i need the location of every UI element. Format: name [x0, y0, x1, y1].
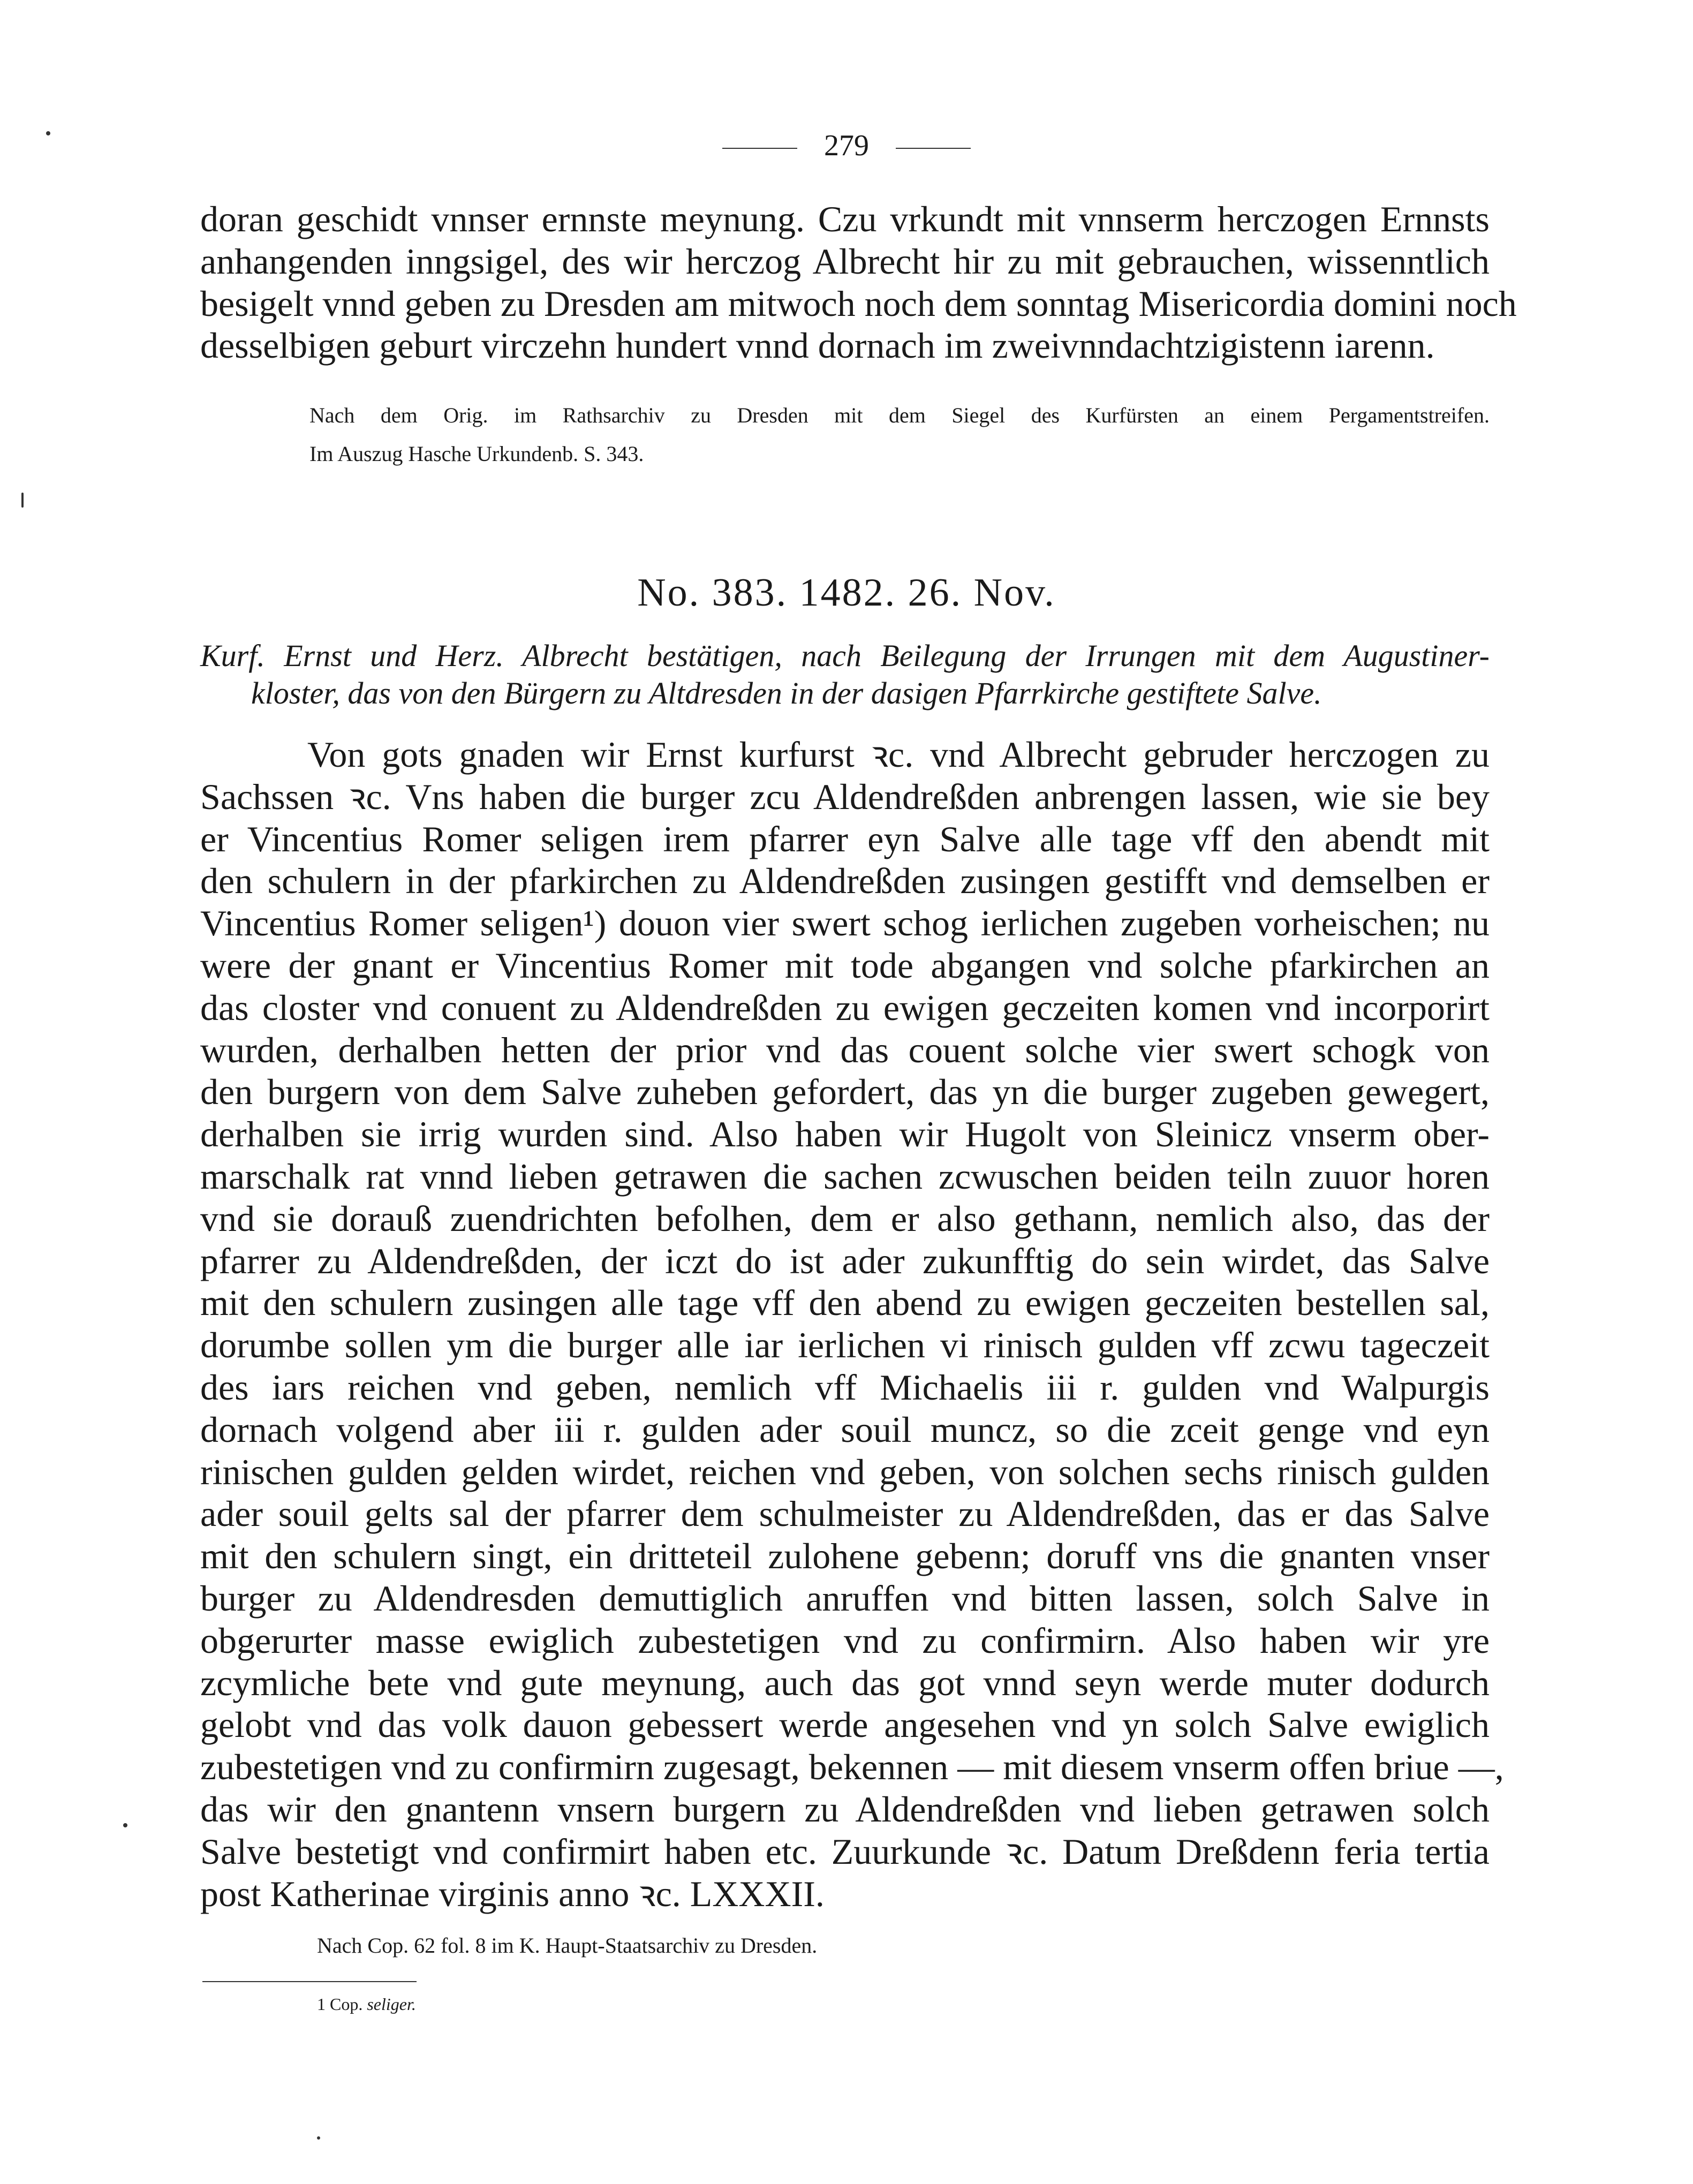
- main-text-line: were der gnant er Vincentius Romer mit tode abgangen vnd solche pfarkirchen an: [200, 944, 1490, 986]
- summary-line: kloster, das von den Bürgern zu Altdresden in der dasigen Pfarrkirche gestiftete Salve.: [251, 676, 1322, 711]
- main-text-line: mit den schulern zusingen alle tage vff den abend zu ewigen geczeiten bestellen sal,: [200, 1282, 1490, 1324]
- main-text: [200, 734, 1504, 1915]
- main-text-line: zcymliche bete vnd gute meynung, auch das got vnnd seyn werde muter dodurch: [200, 1662, 1490, 1703]
- main-text-line: derhalben sie irrig wurden sind. Also haben wir Hugolt von Sleinicz vnserm ober-: [200, 1114, 1490, 1155]
- main-text-line: marschalk rat vnnd lieben getrawen die sachen zcwuschen beiden teiln zuuor horen: [200, 1155, 1490, 1197]
- main-text-line: er Vincentius Romer seligen irem pfarrer eyn Salve alle tage vff den abendt mit: [200, 818, 1490, 859]
- main-text-line: den schulern in der pfarkirchen zu Aldendreßden zusingen gestifft vnd demselben er: [200, 860, 1490, 902]
- document-summary: [200, 637, 1490, 712]
- main-text-line: pfarrer zu Aldendreßden, der iczt do ist ader zukunfftig do sein wirdet, das Salve: [200, 1240, 1490, 1281]
- main-text-line: Von gots gnaden wir Ernst kurfurst ꝛc. vnd Albrecht gebruder herczogen zu: [307, 734, 1490, 775]
- footnote-divider: [202, 1981, 417, 1982]
- main-text-line: obgerurter masse ewiglich zubestetigen vnd zu confirmirn. Also haben wir yre: [200, 1620, 1490, 1661]
- main-text-line: das closter vnd conuent zu Aldendreßden zu ewigen geczeiten komen vnd incorporirt: [200, 987, 1490, 1028]
- top-paragraph: [200, 198, 1517, 367]
- main-text-line: gelobt vnd das volk dauon gebessert werde angesehen vnd yn solch Salve ewiglich: [200, 1704, 1490, 1745]
- main-text-line: vnd sie dorauß zuendrichten befolhen, dem er also gethann, nemlich also, das der: [200, 1198, 1490, 1239]
- scan-speck: [123, 1823, 127, 1827]
- top-paragraph-line: anhangenden inngsigel, des wir herczog Albrecht hir zu mit gebrauchen, wissenntlich: [200, 240, 1490, 282]
- main-text-line: dornach volgend aber iii r. gulden ader souil muncz, so die zceit genge vnd eyn: [200, 1409, 1490, 1450]
- main-text-line: Vincentius Romer seligen¹) douon vier swert schog ierlichen zugeben vorheischen; nu: [200, 903, 1490, 944]
- top-source-note-line: Im Auszug Hasche Urkundenb. S. 343.: [309, 442, 644, 466]
- top-paragraph-line: besigelt vnnd geben zu Dresden am mitwoch noch dem sonntag Misericordia domini noch: [200, 283, 1517, 324]
- top-source-note-line: Nach dem Orig. im Rathsarchiv zu Dresden mit dem Siegel des Kurfürsten an einem Pergamentstreifen.: [309, 403, 1490, 427]
- main-text-line: dorumbe sollen ym die burger alle iar ierlichen vi rinisch gulden vff zcwu tageczeit: [200, 1325, 1490, 1366]
- main-text-line: burger zu Aldendresden demuttiglich anruffen vnd bitten lassen, solch Salve in: [200, 1577, 1490, 1619]
- main-text-line: mit den schulern singt, ein dritteteil zulohene gebenn; doruff vns die gnanten vnser: [200, 1536, 1490, 1577]
- footnote: [317, 1994, 416, 2014]
- main-text-line: Sachssen ꝛc. Vns haben die burger zcu Aldendreßden anbrengen lassen, wie sie bey: [200, 776, 1490, 817]
- main-text-line: Salve bestetigt vnd confirmirt haben etc. Zuurkunde ꝛc. Datum Dreßdenn feria tertia: [200, 1831, 1490, 1872]
- main-text-line: post Katherinae virginis anno ꝛc. LXXXII.: [200, 1873, 825, 1914]
- main-text-line: das wir den gnantenn vnsern burgern zu Aldendreßden vnd lieben getrawen solch: [200, 1788, 1490, 1830]
- page-number-text: 279: [824, 129, 869, 162]
- scan-speck: [46, 131, 50, 135]
- main-text-line: des iars reichen vnd geben, nemlich vff Michaelis iii r. gulden vnd Walpurgis: [200, 1366, 1490, 1408]
- summary-line: Kurf. Ernst und Herz. Albrecht bestätigen, nach Beilegung der Irrungen mit dem Augustiner-: [200, 638, 1490, 673]
- main-text-line: wurden, derhalben hetten der prior vnd das couent solche vier swert schogk von: [200, 1029, 1490, 1070]
- main-text-line: den burgern von dem Salve zuheben gefordert, das yn die burger zugeben gewegert,: [200, 1071, 1490, 1113]
- footnote-text: seliger.: [367, 1994, 416, 2014]
- document-heading: No. 383. 1482. 26. Nov.: [637, 571, 1056, 615]
- bottom-source-note: Nach Cop. 62 fol. 8 im K. Haupt-Staatsarchiv zu Dresden.: [317, 1933, 818, 1958]
- top-paragraph-line: doran geschidt vnnser ernnste meynung. Czu vrkundt mit vnnserm herczogen Ernnsts: [200, 199, 1490, 239]
- page-number-dash-right: [896, 148, 971, 149]
- top-paragraph-line: desselbigen geburt virczehn hundert vnnd dornach im zweivnndachtzigistenn iarenn.: [200, 325, 1435, 366]
- main-text-line: zubestetigen vnd zu confirmirn zugesagt, bekennen — mit diesem vnserm offen briue —,: [200, 1747, 1504, 1788]
- main-text-line: rinischen gulden gelden wirdet, reichen vnd geben, von solchen sechs rinisch gulden: [200, 1451, 1490, 1492]
- footnote-number: 1 Cop.: [317, 1994, 363, 2014]
- main-text-line: ader souil gelts sal der pfarrer dem schulmeister zu Aldendreßden, das er das Salve: [200, 1493, 1490, 1535]
- page-number-dash-left: [722, 148, 797, 149]
- page-number: [0, 129, 1693, 163]
- scan-speck: [317, 2136, 320, 2140]
- scan-speck: [21, 493, 24, 508]
- top-source-note: [309, 396, 1490, 473]
